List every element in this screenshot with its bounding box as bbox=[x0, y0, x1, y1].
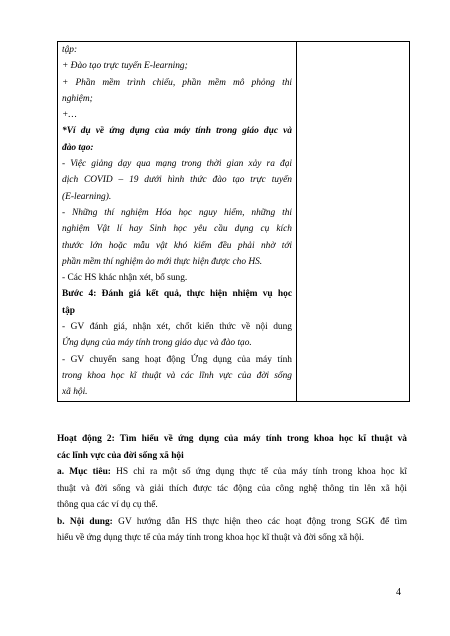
teacher-student-activity-cell bbox=[58, 42, 297, 402]
objective-label: a. Mục tiêu: bbox=[57, 467, 111, 477]
table-line: + Đào tạo trực tuyến E-learning; bbox=[62, 61, 188, 72]
table-line: +… bbox=[62, 110, 77, 121]
table-line: (E-learning). bbox=[62, 191, 112, 202]
lesson-table bbox=[57, 41, 410, 402]
objective-text-3: thông qua các ví dụ cụ thể. bbox=[57, 500, 158, 510]
table-line: Bước 4: Đánh giá kết quả, thực hiện nhiệm vụ học bbox=[62, 289, 292, 300]
table-line: - Việc giảng dạy qua mạng trong thời gian xảy ra đại bbox=[62, 159, 292, 170]
product-cell bbox=[297, 42, 410, 402]
activity-2-section bbox=[57, 431, 407, 547]
content-text: GV hướng dẫn HS thực hiện theo các hoạt động trong SGK để tìm bbox=[112, 516, 407, 527]
table-line: đào tạo: bbox=[62, 142, 94, 153]
activity-heading: Hoạt động 2: Tìm hiểu về ứng dụng của máy tính trong khoa học kĩ thuật và bbox=[57, 434, 407, 444]
table-line: - GV đánh giá, nhận xét, chốt kiến thức về nội dung bbox=[62, 322, 292, 333]
table-line: nghiệm Vật lí hay Sinh học yêu cầu dụng cụ kích bbox=[62, 224, 292, 235]
table-line: dịch COVID – 19 dưới hình thức đào tạo trực tuyến bbox=[62, 175, 292, 186]
objective-text: HS chỉ ra một số ứng dụng thực tế của máy tính trong khoa học kĩ bbox=[110, 467, 407, 477]
content-label: b. Nội dung: bbox=[57, 516, 113, 527]
content-paragraph bbox=[57, 514, 407, 531]
table-line: - Những thí nghiệm Hóa học nguy hiểm, những thí bbox=[62, 207, 292, 218]
objective-text-2: thuật và đời sống và giải thích được tác động của công nghệ thông tin lên xã hội bbox=[57, 483, 407, 494]
table-line: - GV chuyển sang hoạt động Ứng dụng của máy tính bbox=[62, 354, 292, 365]
table-line: Ứng dụng của máy tính trong giáo dục và đào tạo. bbox=[62, 338, 252, 349]
table-line: tập bbox=[62, 305, 76, 316]
table-row bbox=[58, 42, 410, 402]
table-line: - Các HS khác nhận xét, bổ sung. bbox=[62, 273, 188, 284]
content-text-2: hiểu về ứng dụng thực tế của máy tính trong khoa học kĩ thuật và đời sống xã hội. bbox=[57, 533, 364, 543]
activity-heading-cont: các lĩnh vực của đời sống xã hội bbox=[57, 450, 184, 461]
table-line: xã hội. bbox=[62, 387, 88, 398]
objective-paragraph bbox=[57, 464, 407, 481]
table-line: nghiệm; bbox=[62, 93, 93, 104]
table-line: + Phần mềm trình chiếu, phần mềm mô phỏng thí bbox=[62, 77, 292, 88]
table-line: phần mềm thí nghiệm ảo mới thực hiện được cho HS. bbox=[62, 256, 263, 267]
table-line: *Ví dụ về ứng dụng của máy tính trong giáo dục và bbox=[62, 126, 292, 137]
table-line: tập: bbox=[62, 45, 78, 55]
table-line: trong khoa học kĩ thuật và các lĩnh vực của đời sống bbox=[62, 370, 292, 381]
activity-text bbox=[58, 42, 296, 401]
page-number: 4 bbox=[396, 587, 401, 598]
table-line: thước lớn hoặc mẫu vật khó kiếm đều phải nhờ tới bbox=[62, 240, 292, 251]
